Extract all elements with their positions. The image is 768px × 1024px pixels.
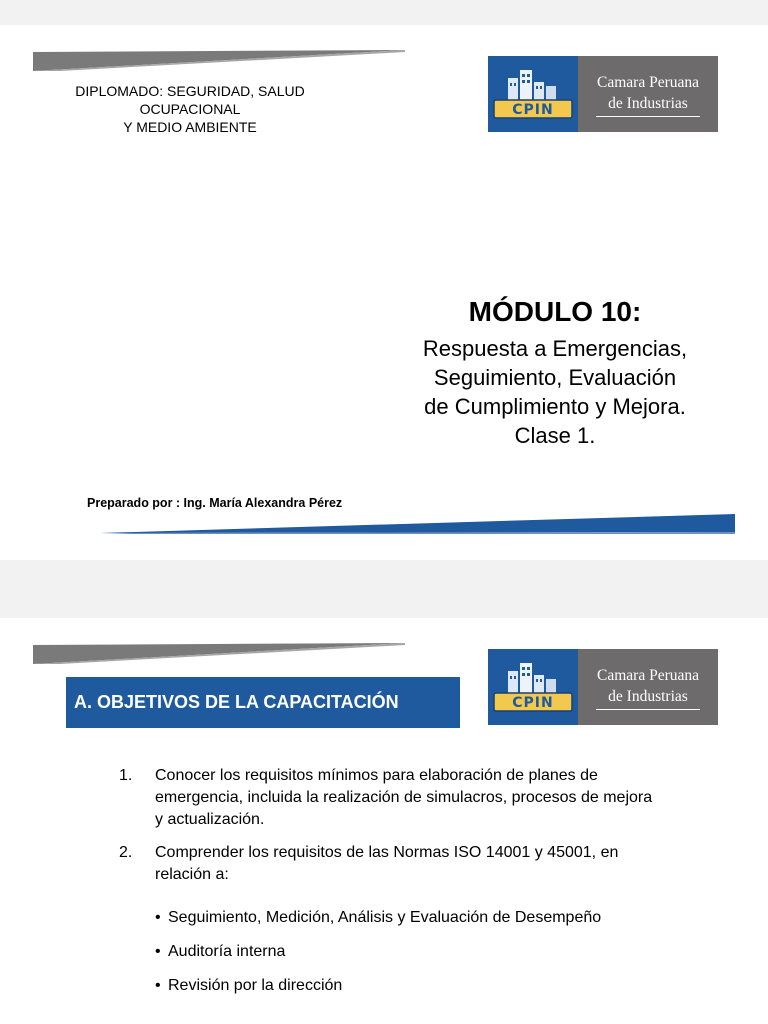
logo-line2: de Industrias (596, 93, 700, 117)
logo-line1: Camara Peruana (597, 666, 699, 684)
item-text: Comprender los requisitos de las Normas ISO 14001 y 45001, en relación a: (155, 844, 619, 883)
item-number: 2. (119, 844, 133, 861)
sub-bullet-list (119, 907, 675, 1009)
section-title: A. OBJETIVOS DE LA CAPACITACIÓN (66, 677, 460, 728)
sub-bullet-item: • Revisión por la dirección (155, 975, 675, 997)
objectives-list (119, 765, 659, 897)
cpin-logo (488, 649, 718, 725)
bullet-icon: • (155, 943, 161, 960)
sub-bullet-item: • Auditoría interna (155, 941, 675, 963)
list-item (119, 765, 659, 831)
bottom-decorative-bar (0, 25, 768, 560)
prepared-by: Preparado por : Ing. María Alexandra Pérez (87, 496, 343, 510)
svg-text:CPIN: CPIN (512, 102, 554, 118)
logo-text-block (578, 649, 718, 725)
module-title: MÓDULO 10: (468, 296, 642, 327)
module-subtitle: Respuesta a Emergencias, Seguimiento, Evaluación de Cumplimiento y Mejora. Clase 1. (422, 336, 688, 448)
cpin-emblem-icon (488, 649, 578, 725)
bullet-icon: • (155, 909, 161, 926)
item-text: Conocer los requisitos mínimos para elaboración de planes de emergencia, incluida la realización de simulacros, procesos de mejora y actualización. (155, 767, 653, 828)
objectives-slide (0, 618, 768, 1024)
item-number: 1. (119, 767, 133, 784)
list-item (119, 842, 659, 886)
title-slide (0, 25, 768, 560)
diploma-title: DIPLOMADO: SEGURIDAD, SALUD OCUPACIONAL Y MEDIO AMBIENTE (75, 83, 305, 135)
bullet-icon: • (155, 977, 161, 994)
svg-text:CPIN: CPIN (512, 695, 554, 711)
logo-line1: Camara Peruana (597, 73, 699, 91)
sub-bullet-item: • Seguimiento, Medición, Análisis y Evaluación de Desempeño (155, 907, 675, 929)
logo-line2: de Industrias (596, 686, 700, 710)
